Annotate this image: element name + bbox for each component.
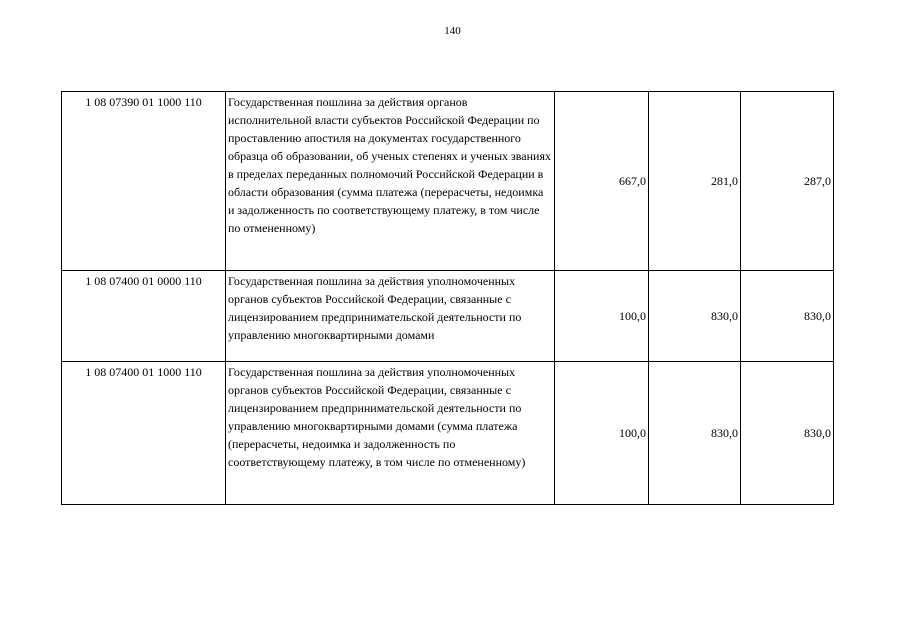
- amount-year-2-cell: 830,0: [649, 362, 741, 505]
- amount-year-3-cell: 287,0: [741, 92, 834, 271]
- revenue-code-cell: 1 08 07390 01 1000 110: [62, 92, 226, 271]
- amount-year-2-cell: 281,0: [649, 92, 741, 271]
- table-row: [62, 92, 834, 271]
- page-number: 140: [444, 25, 461, 37]
- table-row: [62, 271, 834, 362]
- revenue-name-cell: Государственная пошлина за действия уполномоченных органов субъектов Российской Федерации, связанные с лицензированием предпринимательской деятельности по управлению многоквартирными домами (сумма платежа (перерасчеты, недоимка и задолженность по соответствующему платежу, в том числе по отмененному): [226, 362, 555, 505]
- amount-year-2-cell: 830,0: [649, 271, 741, 362]
- revenue-name-cell: Государственная пошлина за действия уполномоченных органов субъектов Российской Федерации, связанные с лицензированием предпринимательской деятельности по управлению многоквартирными домами: [226, 271, 555, 362]
- amount-year-1-cell: 100,0: [555, 271, 649, 362]
- revenue-table: [61, 91, 834, 505]
- amount-year-1-cell: 667,0: [555, 92, 649, 271]
- amount-year-3-cell: 830,0: [741, 362, 834, 505]
- revenue-code-cell: 1 08 07400 01 1000 110: [62, 362, 226, 505]
- amount-year-1-cell: 100,0: [555, 362, 649, 505]
- revenue-name-cell: Государственная пошлина за действия органов исполнительной власти субъектов Российской Федерации по проставлению апостиля на документах государственного образца об образовании, об ученых степенях и ученых званиях в пределах переданных полномочий Российской Федерации в области образования (сумма платежа (перерасчеты, недоимка и задолженность по соответствующему платежу, в том числе по отмененному): [226, 92, 555, 271]
- table-row: [62, 362, 834, 505]
- amount-year-3-cell: 830,0: [741, 271, 834, 362]
- revenue-code-cell: 1 08 07400 01 0000 110: [62, 271, 226, 362]
